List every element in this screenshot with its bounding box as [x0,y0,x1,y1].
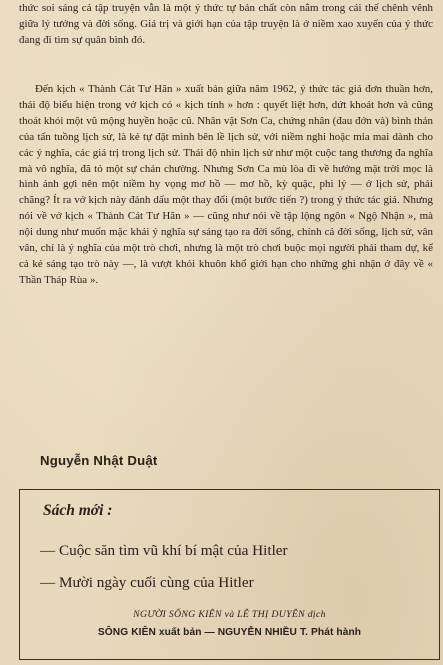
translators-credit: NGƯỜI SỐNG KIÊN và LÊ THỊ DUYÊN dịch [133,609,326,620]
publisher-credit: SÔNG KIÊN xuất bản — NGUYỄN NHIỀU T. Phát hành [97,627,362,638]
new-book-title: — Cuộc săn tìm vũ khí bí mật của Hitler [40,542,288,559]
article-paragraph-2: Đến kịch « Thành Cát Tư Hãn » xuất bản giữa năm 1962, ý thức tác giả đơn thuần hơn, thái độ biểu hiện trong vở kịch có « kịch tính » hơn : quyết liệt hơn, dứt khoát hơn và cũng thoát khỏi một vũ mộng huyền hoặc cũ. Nhân vật Sơn Ca, chứng nhân (đau đớn và) bình thản của tấn tuồng lịch sử, là kẻ tự đặt mình bên lề lịch sử, với niềm nghi hoặc mỉa mai dành cho các ý nghĩa, các giá trị trong lịch sử. Thái độ nhìn lịch sử như một cuộc tang thương đa nghĩa mà vô nghĩa, đã tỏ một sự chán chường. Nhưng Sơn Ca mù lòa đi về hướng mặt trời mọc là hình ảnh gợi nên một niềm hy vọng mơ hồ — mơ hồ, kỳ quặc, phi lý — ở lịch sử, phải chăng? Ít ra vở kịch này đánh dấu một thay đổi (một bước tiến ?) trong ý thức tác giả. Nhưng nói về vở kịch « Thành Cát Tư Hãn » — cũng như nói về tập lộng ngôn « Ngộ Nhận », mà nội dung như muốn mặc khải ý nghĩa sự sáng tạo ra đời sống, chính cả đời sống, lịch sử, vân vân, chỉ là ý nghĩa của một trò chơi, nhưng là một trò chơi buộc mọi người phải tham dự, kể cả kẻ sáng tạo trò này —, là vượt khỏi khuôn khổ giới hạn cho những ghi nhận ở đây về « Thần Tháp Rùa ». [19,83,433,286]
author-signature: Nguyễn Nhật Duật [40,453,158,468]
announcement-heading: Sách mới : [43,502,113,519]
new-book-title: — Mười ngày cuối cùng của Hitler [40,574,254,591]
new-books-announcement-box [19,489,440,660]
article-paragraph-1: thức soi sáng cả tập truyện vẫn là một ý thức tự bản chất còn nằm trong cái thế chênh vênh giữa lý tưởng và đời sống. Giá trị và giới hạn của tập truyện là ở niềm xao xuyến của ý thức đang đi tìm sự quân bình đó. [19,2,433,46]
